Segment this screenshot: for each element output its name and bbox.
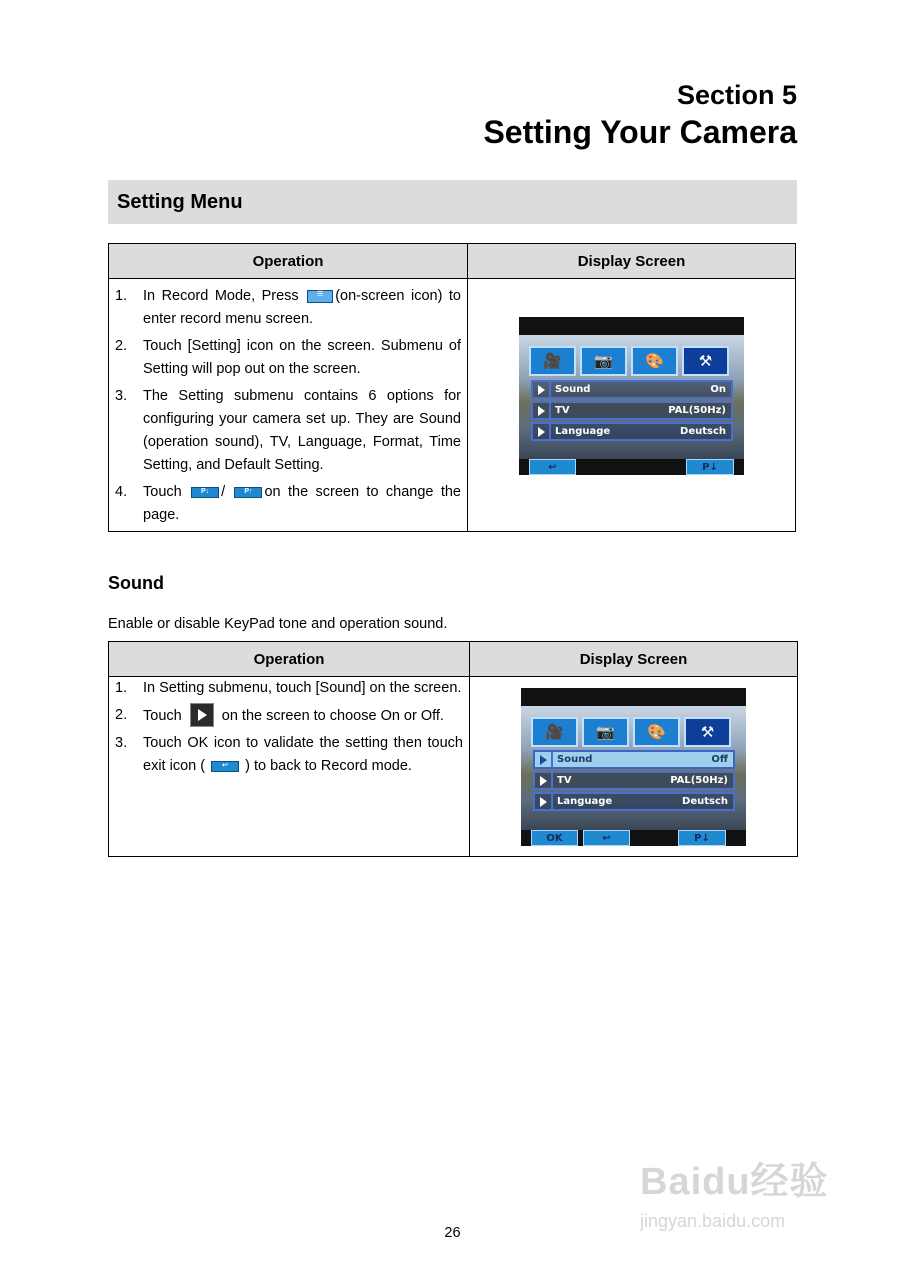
video-camera-icon[interactable]: 🎥	[531, 717, 578, 747]
menu-row-sound[interactable]: Sound On	[531, 380, 733, 399]
step-item: 3. The Setting submenu contains 6 options for configuring your camera set up. They are Sound (operation sound), TV, Language, Format, Time Setting, and Default Setting.	[115, 388, 461, 473]
menu-tabs	[529, 346, 729, 376]
display-screen-cell	[470, 677, 798, 857]
exit-button[interactable]: ↩	[583, 830, 630, 846]
sound-heading: Sound	[108, 573, 164, 593]
baidu-watermark	[640, 1150, 850, 1245]
settings-wrench-icon[interactable]: ⚒	[682, 346, 729, 376]
step-item: 1. In Record Mode, Press ☰ (on-screen icon) to enter record menu screen.	[115, 288, 461, 327]
settings-wrench-icon[interactable]: ⚒	[684, 717, 731, 747]
section-title: Setting Your Camera	[483, 114, 797, 150]
step-item: 1. In Setting submenu, touch [Sound] on the screen.	[115, 680, 462, 696]
menu-tabs	[531, 717, 731, 747]
play-arrow-icon[interactable]	[533, 424, 551, 439]
setting-menu-table	[108, 243, 796, 532]
display-screen-column-header: Display Screen	[470, 642, 798, 677]
sound-description: Enable or disable KeyPad tone and operation sound.	[108, 616, 448, 632]
step-item: 2. Touch on the screen to choose On or Off.	[115, 704, 463, 728]
section-number: Section 5	[676, 80, 797, 110]
menu-row-tv[interactable]: TV PAL(50Hz)	[531, 401, 733, 420]
page-down-icon: P↓	[191, 487, 219, 498]
play-arrow-icon	[190, 703, 214, 727]
play-arrow-icon[interactable]	[535, 773, 553, 788]
steps-list	[109, 279, 467, 527]
operation-cell	[109, 279, 468, 532]
display-screen-column-header: Display Screen	[468, 244, 796, 279]
step-item: 4. Touch P↓ / P↑ on the screen to change the page.	[115, 484, 461, 523]
watermark-logo: Baidu经验	[640, 1161, 829, 1203]
page-down-button[interactable]: P↓	[686, 459, 734, 475]
sound-table	[108, 641, 798, 857]
camera-setting-screen	[519, 317, 744, 475]
menu-row-tv[interactable]: TV PAL(50Hz)	[533, 771, 735, 790]
palette-icon[interactable]: 🎨	[633, 717, 680, 747]
setting-menu-heading-bar	[108, 180, 797, 224]
ok-button[interactable]: OK	[531, 830, 578, 846]
camera-icon[interactable]: 📷	[582, 717, 629, 747]
palette-icon[interactable]: 🎨	[631, 346, 678, 376]
operation-column-header: Operation	[109, 642, 470, 677]
step-item: 3. Touch OK icon to validate the setting then touch exit icon ( ↩ ) to back to Record mode.	[115, 735, 463, 774]
camera-sound-screen	[521, 688, 746, 846]
play-arrow-icon[interactable]	[533, 382, 551, 397]
step-item: 2. Touch [Setting] icon on the screen. Submenu of Setting will pop out on the screen.	[115, 338, 461, 377]
menu-row-sound[interactable]: Sound Off	[533, 750, 735, 769]
watermark-url: jingyan.baidu.com	[640, 1211, 786, 1231]
operation-cell	[109, 677, 470, 857]
play-arrow-icon[interactable]	[535, 794, 553, 809]
steps-list	[109, 677, 469, 778]
setting-menu-heading: Setting Menu	[117, 190, 243, 213]
menu-row-language[interactable]: Language Deutsch	[531, 422, 733, 441]
exit-button[interactable]: ↩	[529, 459, 576, 475]
page-down-button[interactable]: P↓	[678, 830, 726, 846]
display-screen-cell	[468, 279, 796, 532]
page-up-icon: P↑	[234, 487, 262, 498]
menu-row-language[interactable]: Language Deutsch	[533, 792, 735, 811]
operation-column-header: Operation	[109, 244, 468, 279]
camera-icon[interactable]: 📷	[580, 346, 627, 376]
video-camera-icon[interactable]: 🎥	[529, 346, 576, 376]
menu-icon: ☰	[307, 290, 333, 303]
play-arrow-icon[interactable]	[535, 752, 553, 767]
page-number: 26	[444, 1225, 461, 1241]
exit-icon: ↩	[211, 761, 239, 772]
play-arrow-icon[interactable]	[533, 403, 551, 418]
